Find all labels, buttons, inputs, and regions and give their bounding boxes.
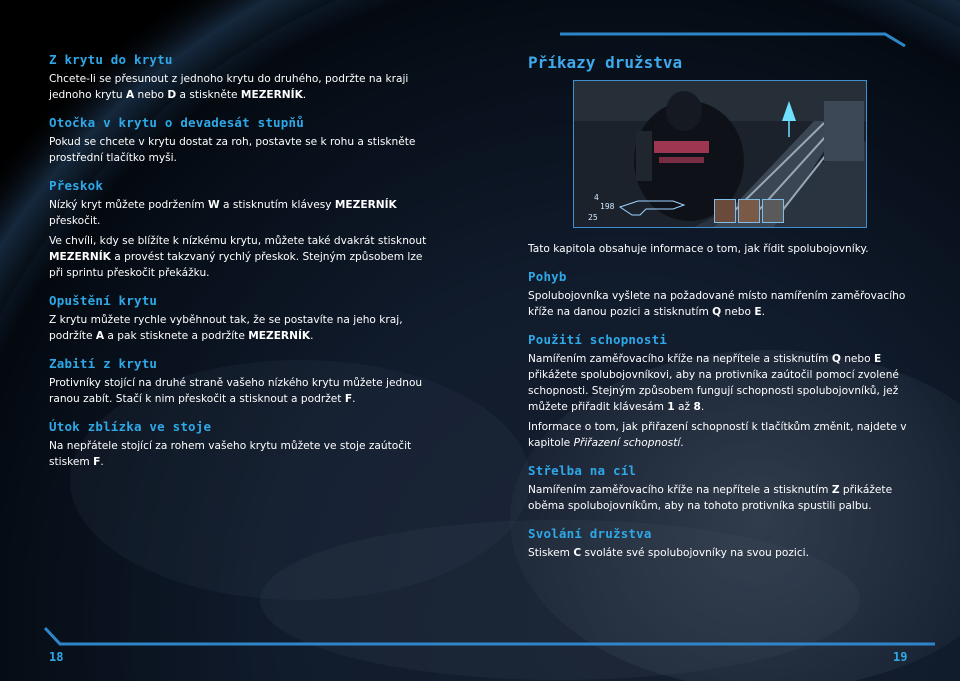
text-run: a stisknutím klávesy [219, 199, 335, 211]
spacer [49, 344, 439, 356]
right-page [528, 241, 918, 573]
text-run: . [302, 89, 307, 101]
text-run: přeskočit. [49, 215, 101, 227]
section-title: Z krytu do krytu [49, 52, 173, 67]
text-run: . [100, 456, 104, 468]
text-run: Protivníky stojící na druhé straně vašeho nízkého krytu můžete jednou ranou zabít. Stačí k nim přeskočit a stisknout a podržet [49, 377, 423, 405]
paragraph [49, 438, 439, 470]
spacer [49, 407, 439, 419]
section-title: Útok zblízka ve stoje [49, 419, 212, 434]
spacer [528, 561, 918, 573]
spacer [49, 166, 439, 178]
text-run: Stiskem [528, 547, 574, 559]
section-title: Zabití z krytu [49, 356, 158, 371]
key-text: A [95, 330, 105, 342]
spacer [528, 514, 918, 526]
italic-text: Přiřazení schopností [573, 437, 681, 449]
key-text: MEZERNÍK [49, 251, 111, 263]
hud-ammo-bottom: 25 [588, 213, 598, 222]
text-run: Pokud se chcete v krytu dostat za roh, postavte se k rohu a stiskněte prostřední tlačítko myši. [49, 136, 416, 164]
text-run: svoláte své spolubojovníky na svou pozici. [581, 547, 809, 559]
text-run: přikážete spolubojovníkovi, aby na protivníka zaútočil pomocí zvolené schopnosti. Stejným způsobem fungují schopnosti spolubojovníků, jež můžete přiřadit klávesám [528, 369, 899, 413]
text-run: Chcete-li se přesunout z jednoho krytu do druhého, podržte na kraji jednoho krytu [49, 73, 409, 101]
key-text: W [207, 199, 220, 211]
hud-weapon-icon [618, 195, 688, 219]
text-run: . [761, 306, 765, 318]
text-run: přikážete oběma spolubojovníkům, aby na tohoto protivníka spustili palbu. [528, 484, 893, 512]
text-run: . [310, 330, 314, 342]
section-title: Střelba na cíl [528, 463, 637, 478]
paragraph [49, 312, 439, 344]
section-title: Otočka v krytu o devadesát stupňů [49, 115, 304, 130]
section-title: Opuštění krytu [49, 293, 158, 308]
paragraph [49, 233, 439, 281]
left-page [49, 52, 439, 482]
text-run: nebo [721, 306, 755, 318]
paragraph [49, 375, 439, 407]
text-run: a stiskněte [176, 89, 241, 101]
text-run: Spolubojovníka vyšlete na požadované místo namířením zaměřovacího kříže na danou pozici a stisknutím [528, 290, 906, 318]
section-title: Použití schopnosti [528, 332, 668, 347]
squad-portrait [762, 199, 784, 223]
spacer [528, 257, 918, 269]
game-screenshot [573, 80, 867, 228]
text-run: Z krytu můžete rychle vyběhnout tak, že se postavíte na jeho kraj, podržíte [49, 314, 403, 342]
text-run: nebo [134, 89, 168, 101]
text-run: . [680, 437, 684, 449]
paragraph [49, 197, 439, 229]
page-number-left: 18 [49, 650, 64, 664]
section-title: Svolání družstva [528, 526, 652, 541]
text-run: Nízký kryt můžete podržením [49, 199, 208, 211]
squad-portraits [714, 199, 794, 223]
key-text: F [93, 456, 101, 468]
key-text: A [125, 89, 135, 101]
paragraph [49, 71, 439, 103]
text-run: a provést takzvaný rychlý přeskok. Stejným způsobem lze při sprintu přeskočit překážku. [49, 251, 423, 279]
key-text: MEZERNÍK [334, 199, 397, 211]
text-run: nebo [840, 353, 875, 365]
key-text: 1 [667, 401, 675, 413]
paragraph [528, 351, 918, 415]
key-text: Q [831, 353, 841, 365]
chapter-title: Příkazy družstva [528, 53, 683, 72]
key-text: E [874, 353, 882, 365]
spacer [49, 103, 439, 115]
paragraph [528, 482, 918, 514]
key-text: C [573, 547, 582, 559]
key-text: E [754, 306, 762, 318]
chapter-intro: Tato kapitola obsahuje informace o tom, jak řídit spolubojovníky. [528, 243, 869, 255]
key-text: MEZERNÍK [240, 89, 303, 101]
page-number-right: 19 [893, 650, 908, 664]
key-text: D [167, 89, 177, 101]
squad-portrait [714, 199, 736, 223]
text-run: Na nepřátele stojící za rohem vašeho krytu můžete ve stoje zaútočit stiskem [49, 440, 412, 468]
paragraph [528, 545, 918, 561]
squad-portrait [738, 199, 760, 223]
text-run: Ve chvíli, kdy se blížíte k nízkému krytu, můžete také dvakrát stisknout [49, 235, 427, 247]
spacer [528, 451, 918, 463]
text-run: Namířením zaměřovacího kříže na nepřítele a stisknutím [528, 353, 832, 365]
spacer [49, 281, 439, 293]
section-title: Přeskok [49, 178, 104, 193]
key-text: MEZERNÍK [248, 330, 311, 342]
paragraph [528, 419, 918, 451]
frame-line-bottom [0, 620, 960, 660]
text-run: Informace o tom, jak přiřazení schopností k tlačítkům změnit, najdete v kapitole [528, 421, 907, 449]
hud-ammo [586, 193, 706, 223]
text-run: Namířením zaměřovacího kříže na nepřítele a stisknutím [528, 484, 832, 496]
key-text: F [344, 393, 353, 405]
spacer [528, 320, 918, 332]
section-title: Pohyb [528, 269, 567, 284]
text-run: a pak stisknete a podržíte [104, 330, 249, 342]
key-text: Q [712, 306, 722, 318]
key-text: Z [831, 484, 840, 496]
spacer [49, 470, 439, 482]
frame-line-top-right [560, 28, 920, 48]
text-run: . [700, 401, 705, 413]
text-run: až [674, 401, 694, 413]
paragraph [49, 134, 439, 166]
hud-ammo-top: 4 [594, 193, 599, 202]
hud-ammo-mid: 198 [600, 202, 615, 211]
text-run: . [352, 393, 356, 405]
paragraph [528, 288, 918, 320]
key-text: 8 [693, 401, 701, 413]
